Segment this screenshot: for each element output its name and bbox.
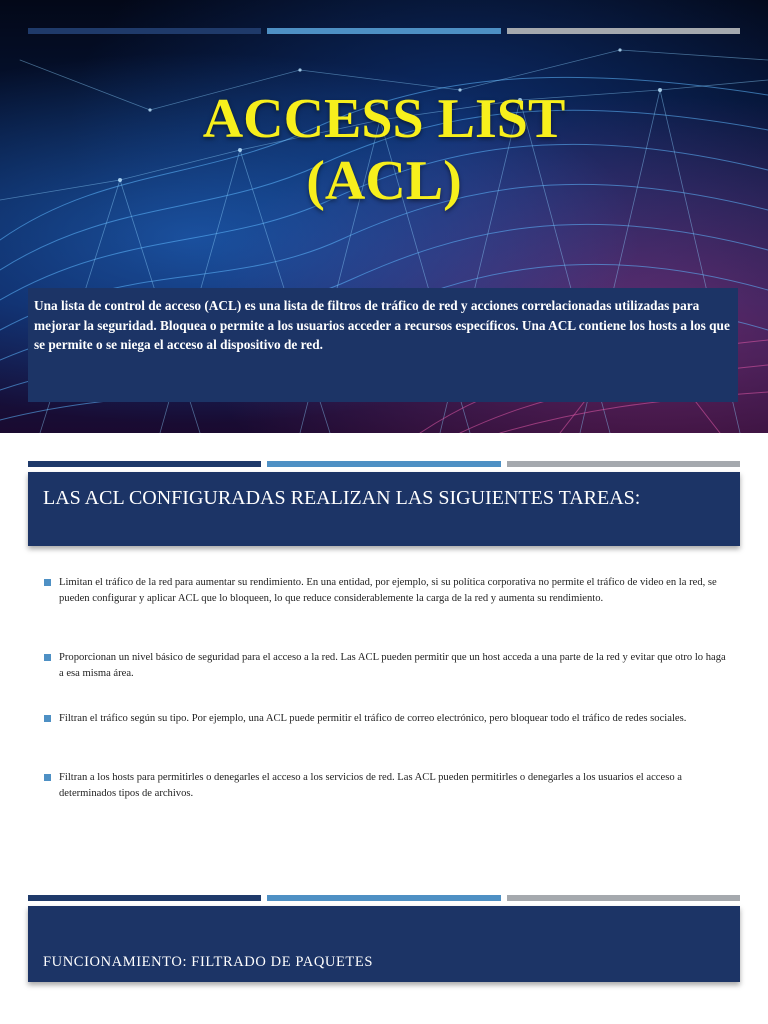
slide-title <box>0 0 768 433</box>
accent-bar-dark <box>28 28 261 34</box>
accent-bar-gray <box>507 895 740 901</box>
slide-title-heading <box>0 88 768 212</box>
list-item-text: Proporcionan un nivel básico de seguridad para el acceso a la red. Las ACL pueden permitir que un host acceda a una parte de la red y evitar que otro lo haga a esa misma área. <box>59 652 726 679</box>
accent-bars <box>28 28 740 34</box>
title-line-1: ACCESS LIST <box>202 88 566 150</box>
accent-bar-blue <box>267 895 500 901</box>
accent-bar-gray <box>507 461 740 467</box>
accent-bar-gray <box>507 28 740 34</box>
list-item-text: Filtran a los hosts para permitirles o denegarles el acceso a los servicios de red. Las ACL pueden permitirles o denegarles a los usuarios el acceso a determinados tipos de archivos. <box>59 772 682 799</box>
accent-bars <box>28 895 740 901</box>
accent-bar-blue <box>267 28 500 34</box>
list-item <box>44 711 726 727</box>
slide-functioning <box>0 893 768 1024</box>
bullet-square-icon <box>44 774 51 781</box>
functioning-title: FUNCIONAMIENTO: FILTRADO DE PAQUETES <box>43 954 374 970</box>
tasks-title: LAS ACL CONFIGURADAS REALIZAN LAS SIGUIENTES TAREAS: <box>43 487 641 509</box>
functioning-header-box <box>28 906 740 982</box>
slide-tasks <box>0 447 768 879</box>
definition-box <box>28 288 738 402</box>
accent-bar-blue <box>267 461 500 467</box>
list-item <box>44 575 726 606</box>
accent-bar-dark <box>28 895 261 901</box>
accent-bar-dark <box>28 461 261 467</box>
bullet-square-icon <box>44 579 51 586</box>
title-line-2: (ACL) <box>306 150 462 212</box>
bullet-square-icon <box>44 654 51 661</box>
list-item <box>44 770 726 801</box>
definition-text: Una lista de control de acceso (ACL) es una lista de filtros de tráfico de red y acciones correlacionadas utilizadas para mejorar la seguridad. Bloquea o permite a los usuarios acceder a recursos específicos. Una ACL contiene los hosts a los que se permite o se niega el acceso al dispositivo de red. <box>34 298 730 352</box>
list-item-text: Limitan el tráfico de la red para aumentar su rendimiento. En una entidad, por ejemplo, si su política corporativa no permite el tráfico de video en la red, se pueden configurar y aplicar ACL que lo bloqueen, lo que reduce considerablemente la carga de la red y aumenta su rendimiento. <box>59 577 717 604</box>
bullet-square-icon <box>44 715 51 722</box>
tasks-header-box <box>28 472 740 546</box>
accent-bars <box>28 461 740 467</box>
list-item <box>44 650 726 681</box>
list-item-text: Filtran el tráfico según su tipo. Por ejemplo, una ACL puede permitir el tráfico de correo electrónico, pero bloquear todo el tráfico de redes sociales. <box>59 713 687 724</box>
